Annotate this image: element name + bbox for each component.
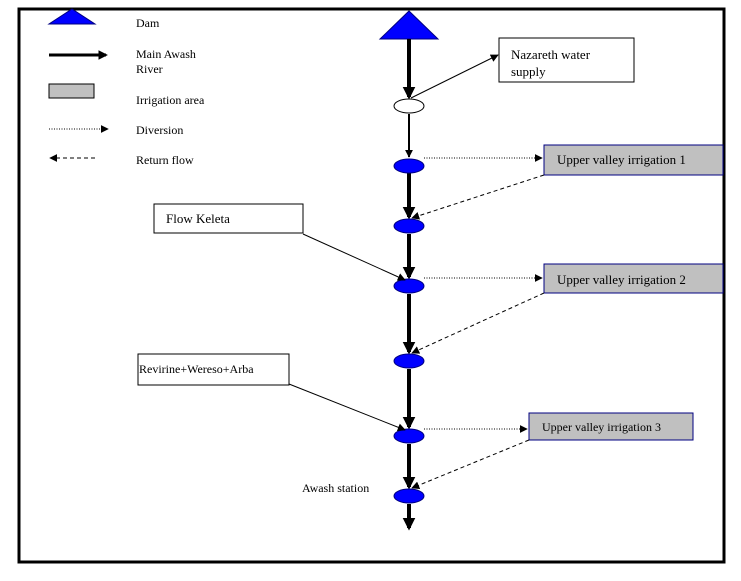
dam-legend-icon — [49, 9, 95, 24]
upper-valley-irrigation-3-label: Upper valley irrigation 3 — [542, 420, 661, 434]
legend-dam-label: Dam — [136, 16, 160, 30]
return-flow-arrow-3 — [412, 440, 529, 488]
revirine-junction-node — [394, 429, 424, 443]
upper-valley-irrigation-2-label: Upper valley irrigation 2 — [557, 272, 686, 287]
legend-diversion-label: Diversion — [136, 123, 184, 137]
awash-station-label: Awash station — [302, 481, 370, 495]
legend-main-river-label: Main Awash — [136, 47, 196, 61]
flow-keleta-label: Flow Keleta — [166, 211, 230, 226]
return-node-1 — [394, 219, 424, 233]
legend-return-flow-label: Return flow — [136, 153, 194, 167]
legend — [49, 9, 205, 167]
revirine-inflow-arrow — [289, 384, 405, 430]
irrigation-area-legend-swatch — [49, 84, 94, 98]
nazareth-label-line2: supply — [511, 64, 546, 79]
return-node-2 — [394, 354, 424, 368]
nazareth-label-line1: Nazareth water — [511, 47, 591, 62]
legend-main-river-label-2: River — [136, 62, 163, 76]
nazareth-supply-arrow — [411, 55, 498, 98]
revirine-wereso-arba-label: Revirine+Wereso+Arba — [139, 362, 254, 376]
return-flow-arrow-1 — [412, 175, 544, 218]
return-flow-arrow-2 — [412, 293, 544, 353]
keleta-junction-node — [394, 279, 424, 293]
upper-valley-irrigation-1-label: Upper valley irrigation 1 — [557, 152, 686, 167]
nazareth-offtake-node — [394, 99, 424, 113]
legend-irrigation-label: Irrigation area — [136, 93, 205, 107]
diversion-node-1 — [394, 159, 424, 173]
keleta-inflow-arrow — [303, 234, 405, 280]
dam-icon — [380, 11, 438, 39]
awash-station-node — [394, 489, 424, 503]
